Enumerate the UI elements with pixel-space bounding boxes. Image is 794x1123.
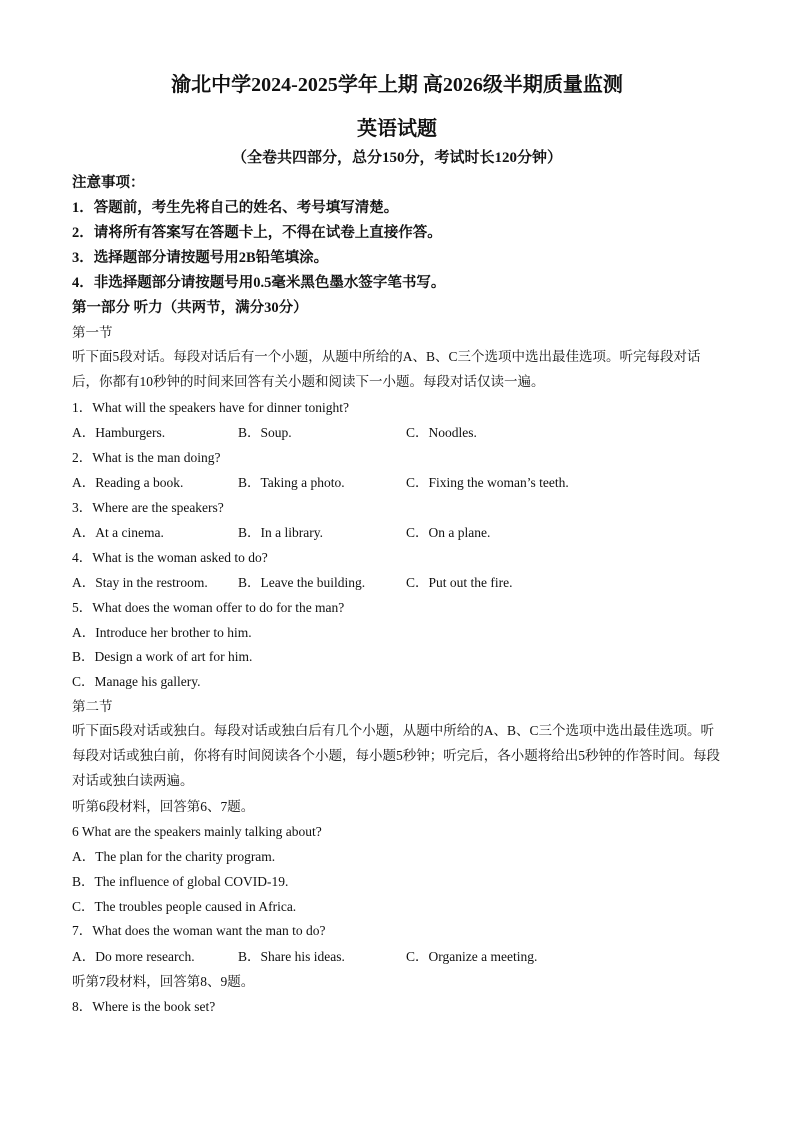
- exam-subtitle: （全卷共四部分，总分150分，考试时长120分钟）: [231, 150, 562, 166]
- exam-title: 渝北中学2024-2025学年上期 高2026级半期质量监测: [171, 74, 623, 96]
- question-stem: 1．What will the speakers have for dinner tonight?: [72, 400, 350, 415]
- option-a: A．Do more research.: [72, 949, 195, 964]
- option-c: C．Fixing the woman’s teeth.: [406, 475, 569, 490]
- question-stem: 4．What is the woman asked to do?: [72, 550, 268, 565]
- option-c: C．On a plane.: [406, 525, 491, 540]
- option-b: B．The influence of global COVID-19.: [72, 874, 289, 889]
- exam-subject: 英语试题: [357, 118, 437, 140]
- option-c: C．Put out the fire.: [406, 575, 513, 590]
- option-b: B．Leave the building.: [238, 575, 366, 590]
- option-a: A．Introduce her brother to him.: [72, 625, 252, 640]
- option-c: C．Noodles.: [406, 425, 477, 440]
- note-item: 4．非选择题部分请按题号用0.5毫米黑色墨水签字笔书写。: [72, 275, 446, 291]
- part1-heading: 第一部分 听力（共两节，满分30分）: [72, 300, 308, 316]
- question-stem: 7．What does the woman want the man to do?: [72, 923, 326, 938]
- option-b: B．Soup.: [238, 425, 292, 440]
- material-instruction: 听第7段材料，回答第8、9题。: [72, 974, 255, 989]
- option-b: B．Share his ideas.: [238, 949, 345, 964]
- note-item: 3．选择题部分请按题号用2B铅笔填涂。: [72, 250, 329, 266]
- section2-instructions: 听下面5段对话或独白。每段对话或独白后有几个小题，从题中所给的A、B、C三个选项中选出最佳选项。听每段对话或独白前，你将有时间阅读各个小题，每小题5秒钟；听完后，各小题将给出5秒钟的作答时间。每段对话或独白读两遍。: [72, 723, 720, 788]
- question-stem: 3．Where are the speakers?: [72, 500, 224, 515]
- question-stem: 6 What are the speakers mainly talking about?: [72, 824, 322, 839]
- option-a: A．Stay in the restroom.: [72, 575, 208, 590]
- option-c: C．Manage his gallery.: [72, 674, 201, 689]
- option-b: B．Design a work of art for him.: [72, 649, 253, 664]
- option-c: C．The troubles people caused in Africa.: [72, 899, 297, 914]
- question-stem: 8．Where is the book set?: [72, 999, 216, 1014]
- notes-heading: 注意事项：: [72, 175, 145, 191]
- note-item: 1．答题前，考生先将自己的姓名、考号填写清楚。: [72, 200, 399, 216]
- option-a: A．Hamburgers.: [72, 425, 166, 440]
- material-instruction: 听第6段材料，回答第6、7题。: [72, 799, 255, 814]
- option-b: B．Taking a photo.: [238, 475, 345, 490]
- option-a: A．Reading a book.: [72, 475, 184, 490]
- option-c: C．Organize a meeting.: [406, 949, 538, 964]
- option-a: A．At a cinema.: [72, 525, 164, 540]
- section2-heading: 第二节: [72, 699, 113, 714]
- section1-heading: 第一节: [72, 325, 113, 340]
- option-a: A．The plan for the charity program.: [72, 849, 276, 864]
- question-stem: 5．What does the woman offer to do for the man?: [72, 600, 345, 615]
- note-item: 2．请将所有答案写在答题卡上，不得在试卷上直接作答。: [72, 225, 442, 241]
- section1-instructions: 听下面5段对话。每段对话后有一个小题，从题中所给的A、B、C三个选项中选出最佳选项。听完每段对话后，你都有10秒钟的时间来回答有关小题和阅读下一小题。每段对话仅读一遍。: [72, 349, 701, 389]
- question-stem: 2．What is the man doing?: [72, 450, 221, 465]
- option-b: B．In a library.: [238, 525, 323, 540]
